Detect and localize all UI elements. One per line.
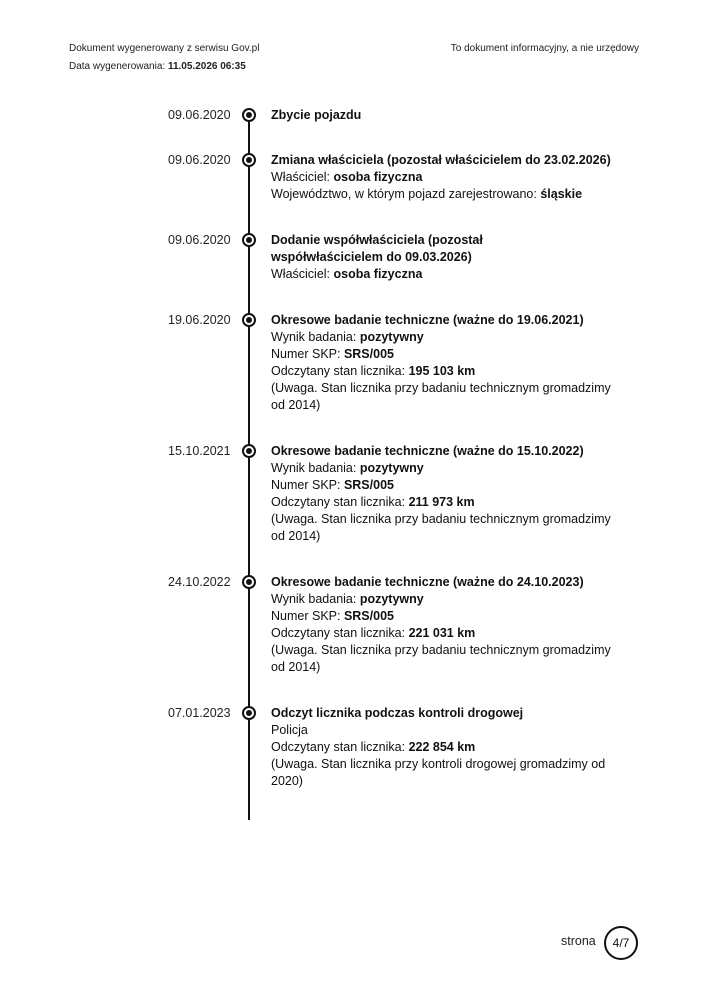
- entry-content: [271, 705, 611, 790]
- timeline-dot-icon: [242, 444, 256, 458]
- entry-content: [271, 107, 611, 124]
- entry-line: Wynik badania: pozytywny: [271, 461, 424, 475]
- timeline-dot-icon: [242, 153, 256, 167]
- entry-content: [271, 152, 631, 203]
- header-left: [69, 40, 259, 76]
- entry-title: Odczyt licznika podczas kontroli drogowej: [271, 706, 524, 720]
- entry-note: (Uwaga. Stan licznika przy badaniu technicznym gromadzimy od 2014): [271, 381, 611, 412]
- entry-content: [271, 232, 596, 283]
- entry-line: Właściciel: osoba fizyczna: [271, 267, 423, 281]
- entry-line: Numer SKP: SRS/005: [271, 478, 394, 492]
- page-number: 4/7: [604, 926, 638, 960]
- entry-title: Dodanie współwłaściciela (pozostał współwłaścicielem do 09.03.2026): [271, 233, 483, 264]
- entry-date: 09.06.2020: [168, 153, 231, 167]
- timeline-dot-icon: [242, 108, 256, 122]
- entry-note: (Uwaga. Stan licznika przy badaniu technicznym gromadzimy od 2014): [271, 643, 611, 674]
- entry-date: 09.06.2020: [168, 233, 231, 247]
- entry-content: [271, 443, 611, 545]
- generation-date-value: 11.05.2026 06:35: [167, 61, 246, 72]
- entry-line: Odczytany stan licznika: 222 854 km: [271, 740, 476, 754]
- entry-title: Okresowe badanie techniczne (ważne do 19.06.2021): [271, 313, 584, 327]
- timeline-dot-icon: [242, 233, 256, 247]
- timeline-dot-icon: [242, 313, 256, 327]
- timeline-dot-icon: [242, 706, 256, 720]
- entry-line: Policja: [271, 723, 308, 737]
- entry-line: Województwo, w którym pojazd zarejestrowano: śląskie: [271, 187, 583, 201]
- entry-title: Okresowe badanie techniczne (ważne do 24.10.2023): [271, 575, 584, 589]
- entry-line: Odczytany stan licznika: 221 031 km: [271, 626, 476, 640]
- entry-line: Właściciel: osoba fizyczna: [271, 170, 423, 184]
- entry-content: [271, 574, 611, 676]
- entry-line: Odczytany stan licznika: 195 103 km: [271, 364, 476, 378]
- entry-line: Numer SKP: SRS/005: [271, 347, 394, 361]
- page-label: strona: [561, 934, 596, 948]
- entry-line: Odczytany stan licznika: 211 973 km: [271, 495, 475, 509]
- entry-note: (Uwaga. Stan licznika przy badaniu technicznym gromadzimy od 2014): [271, 512, 611, 543]
- header-right-note: To dokument informacyjny, a nie urzędowy: [450, 43, 639, 54]
- entry-date: 24.10.2022: [168, 575, 231, 589]
- entry-title: Zbycie pojazdu: [271, 108, 362, 122]
- entry-line: Wynik badania: pozytywny: [271, 330, 424, 344]
- entry-note: (Uwaga. Stan licznika przy kontroli drogowej gromadzimy od 2020): [271, 757, 606, 788]
- entry-date: 19.06.2020: [168, 313, 231, 327]
- timeline-dot-icon: [242, 575, 256, 589]
- entry-content: [271, 312, 611, 414]
- entry-line: Wynik badania: pozytywny: [271, 592, 424, 606]
- entry-title: Zmiana właściciela (pozostał właścicielem do 23.02.2026): [271, 153, 611, 167]
- source-line: Dokument wygenerowany z serwisu Gov.pl: [69, 43, 260, 54]
- entry-date: 09.06.2020: [168, 108, 231, 122]
- entry-date: 15.10.2021: [168, 444, 231, 458]
- entry-line: Numer SKP: SRS/005: [271, 609, 394, 623]
- entry-date: 07.01.2023: [168, 706, 231, 720]
- generation-date-line: Data wygenerowania: 11.05.2026 06:35: [69, 61, 246, 72]
- entry-title: Okresowe badanie techniczne (ważne do 15.10.2022): [271, 444, 584, 458]
